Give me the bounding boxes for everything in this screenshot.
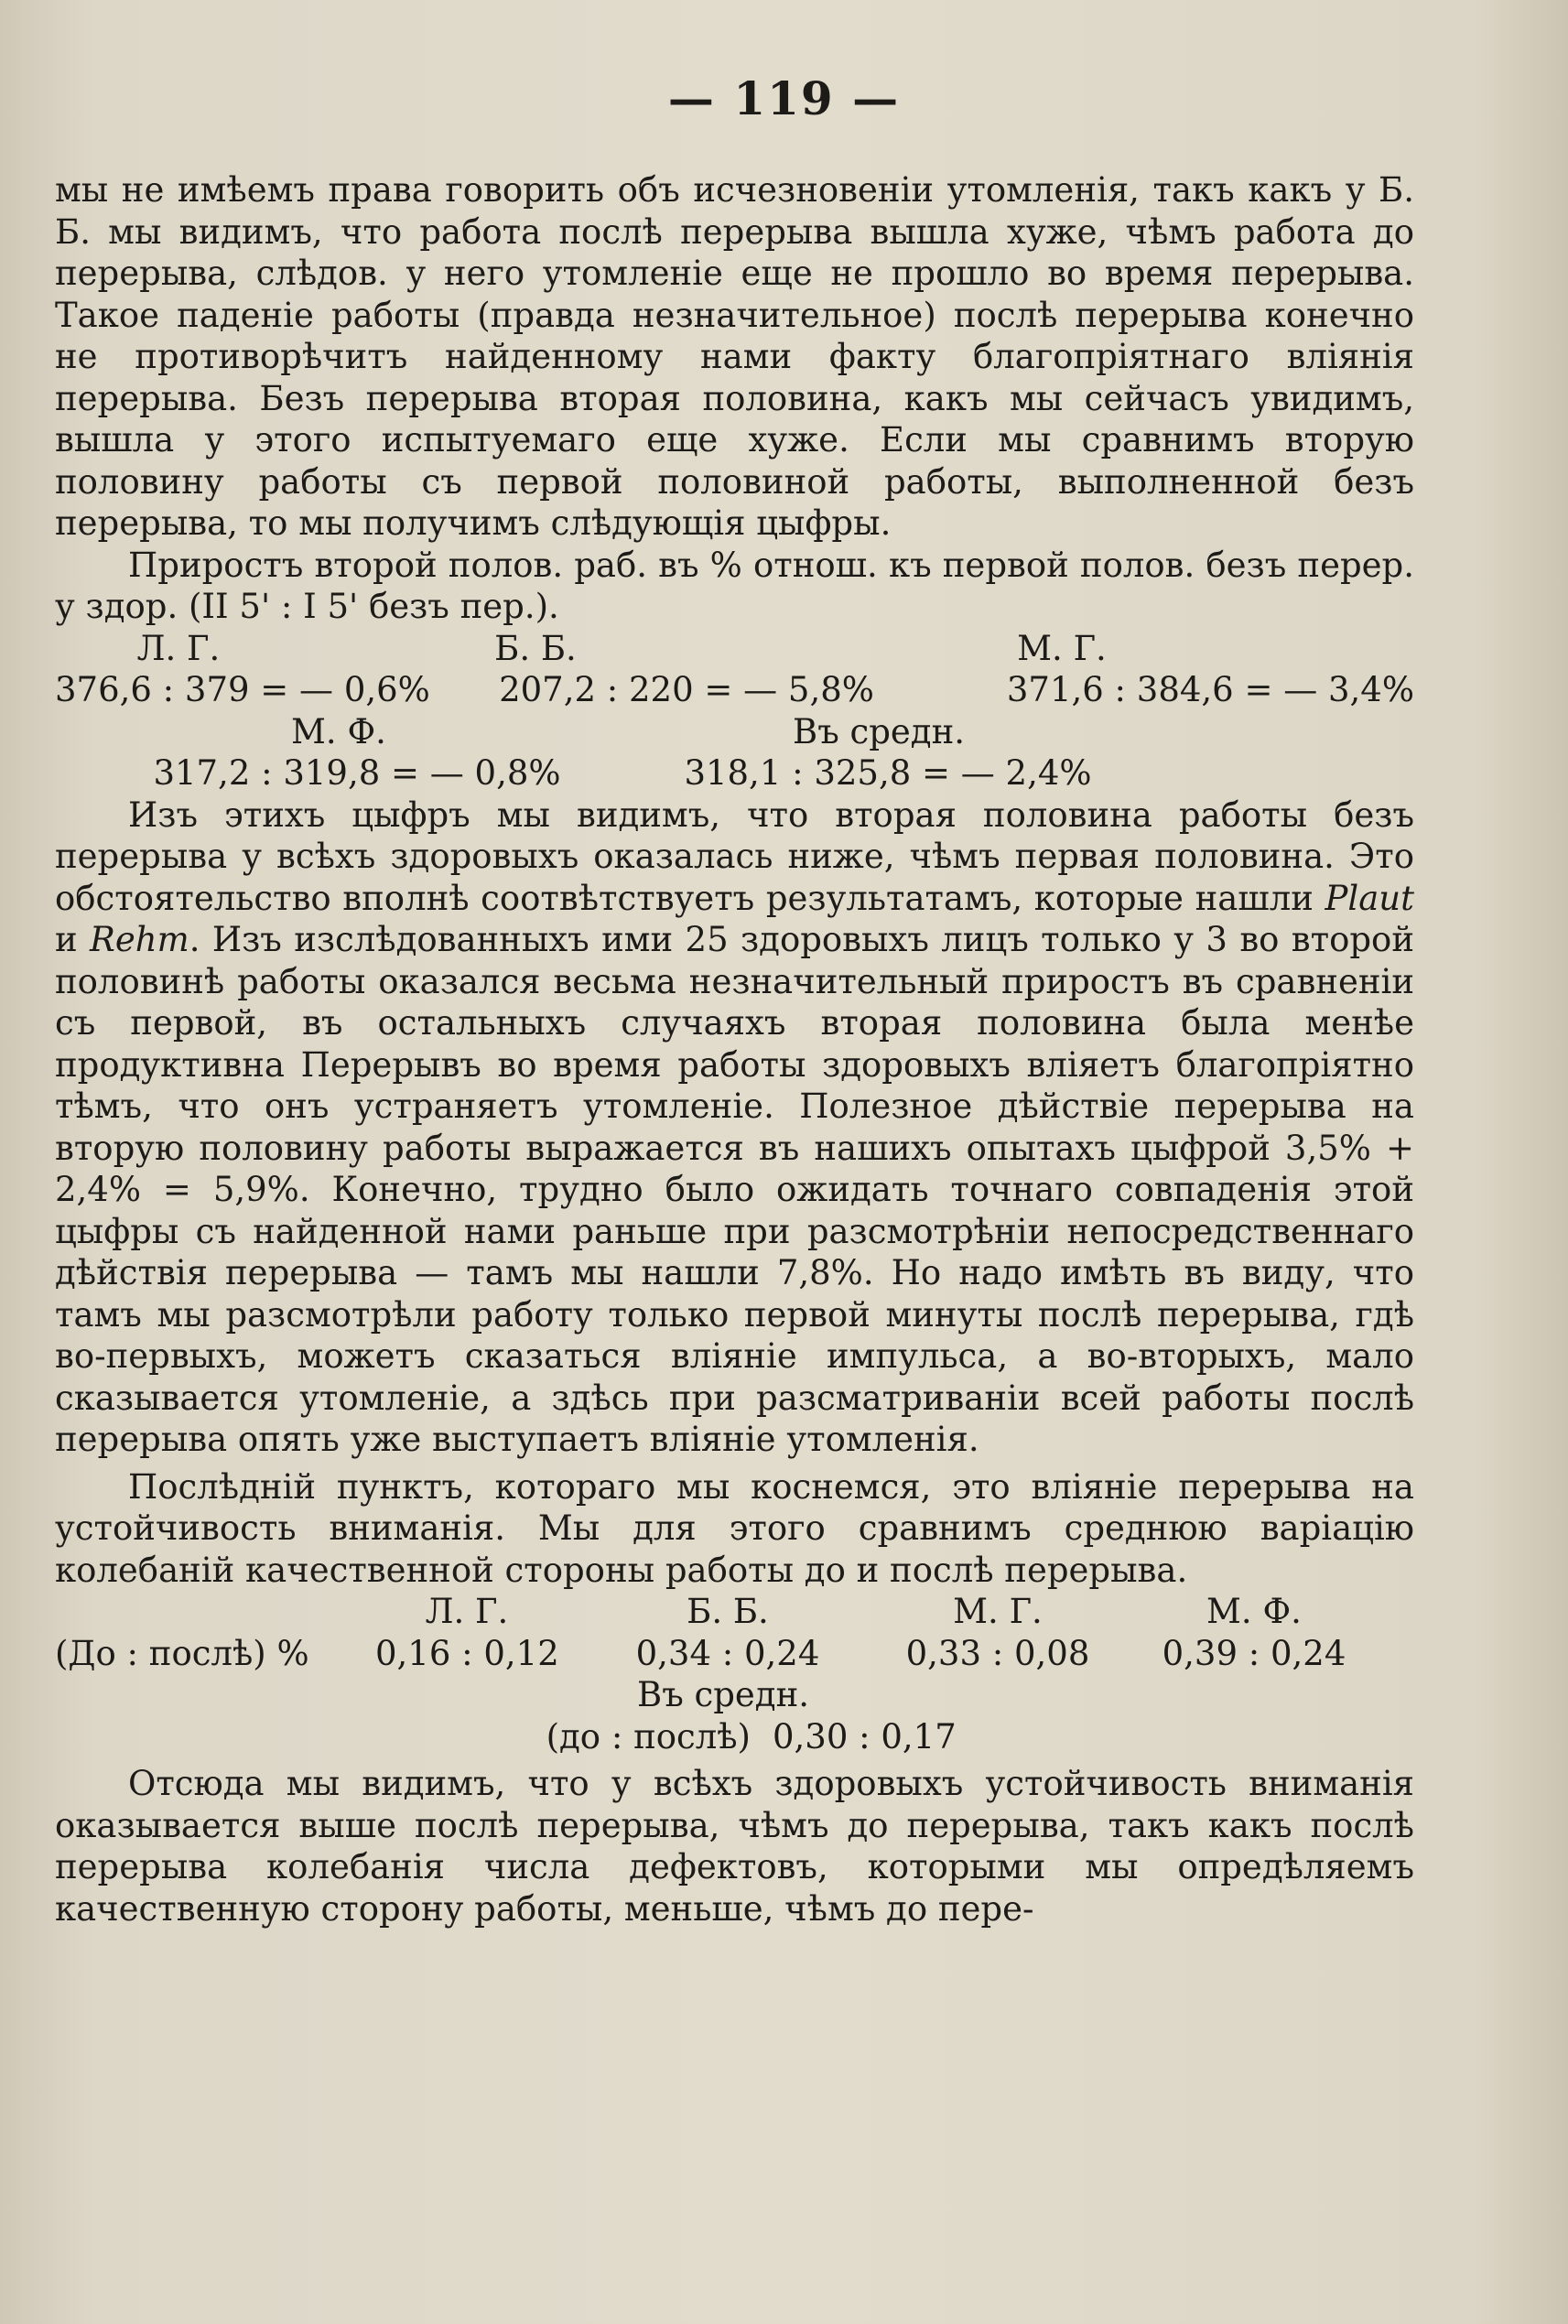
- var-header-lg: Л. Г.: [425, 1592, 509, 1631]
- table-growth: [55, 628, 1414, 794]
- paragraph-1: мы не имѣемъ права говорить объ исчезновеніи утомленія, такъ какъ у Б. Б. мы видимъ, что работа послѣ перерыва вышла хуже, чѣмъ работа до перерыва, слѣдов. у него утомленіе еще не прошло во время перерыва. Такое паденіе работы (правда незначительное) послѣ перерыва конечно не противорѣчитъ найденному нами факту благопріятнаго вліянія перерыва. Безъ перерыва вторая половина, какъ мы сейчасъ увидимъ, вышла у этого испытуемаго еще хуже. Если мы сравнимъ вторую половину работы съ первой половиной работы, выполненной безъ перерыва, то мы получимъ слѣдующія цыфры.: [55, 170, 1414, 543]
- page-number: — 119 —: [667, 71, 901, 125]
- paragraph-3-and: и: [55, 920, 91, 959]
- value-mf: 317,2 : 319,8 = — 0,8%: [153, 753, 561, 793]
- author-rehm: Rehm: [90, 920, 189, 959]
- var-value-mf: 0,39 : 0,24: [1162, 1633, 1346, 1673]
- table-variation-avg-header: [55, 1674, 1414, 1716]
- value-avg: 318,1 : 325,8 = — 2,4%: [684, 753, 1092, 793]
- paragraph-3-part-a: Изъ этихъ цыфръ мы видимъ, что вторая половина работы безъ перерыва у всѣхъ здоровыхъ оказалась ниже, чѣмъ первая половина. Это обстоятельство вполнѣ соотвѣтствуетъ результатамъ, которые нашли: [55, 794, 1414, 918]
- table-growth-header-2: [55, 711, 1414, 753]
- paragraph-4: Послѣдній пунктъ, котораго мы коснемся, это вліяніе перерыва на устойчивость вниманія. Мы для этого сравнимъ среднюю варіацію колебаній качественной стороны работы до и послѣ перерыва.: [55, 1466, 1414, 1590]
- table-growth-header: [55, 628, 1414, 670]
- var-header-mg: М. Г.: [953, 1592, 1043, 1631]
- paragraph-2: Приростъ второй полов. раб. въ % отнош. къ первой полов. безъ перер. у здор. (II 5' : I 5' безъ пер.).: [55, 545, 1414, 626]
- paragraph-3: [55, 794, 1414, 1461]
- header-avg: Въ средн.: [793, 711, 965, 751]
- var-avg-value: 0,30 : 0,17: [773, 1716, 957, 1757]
- var-avg-header: Въ средн.: [637, 1675, 809, 1714]
- var-header-mf: М. Ф.: [1206, 1592, 1302, 1631]
- table-variation-avg: [55, 1716, 1414, 1758]
- var-row-label: (До : послѣ) %: [55, 1633, 309, 1673]
- value-mg: 371,6 : 384,6 = — 3,4%: [1006, 670, 1414, 709]
- header-bb: Б. Б.: [494, 628, 577, 668]
- author-plaut: Plaut: [1325, 878, 1414, 918]
- table-variation-values: [55, 1633, 1414, 1675]
- value-bb: 207,2 : 220 = — 5,8%: [499, 670, 874, 709]
- paragraph-3-part-b: . Изъ изслѣдованныхъ ими 25 здоровыхъ лицъ только у 3 во второй половинѣ работы оказался весьма незначительный приростъ въ сравненіи съ первой, въ остальныхъ случаяхъ вторая половина была менѣе продуктивна Перерывъ во время работы здоровыхъ вліяетъ благопріятно тѣмъ, что онъ устраняетъ утомленіе. Полезное дѣйствіе перерыва на вторую половину работы выражается въ нашихъ опытахъ цыфрой 3,5% + 2,4% = 5,9%. Конечно, трудно было ожидать точнаго совпаденія этой цыфры съ найденной нами раньше при разсмотрѣніи непосредственнаго дѣйствія перерыва — тамъ мы нашли 7,8%. Но надо имѣть въ виду, что тамъ мы разсмотрѣли работу только первой минуты послѣ перерыва, гдѣ во-первыхъ, можетъ сказаться вліяніе импульса, а во-вторыхъ, мало сказывается утомленіе, а здѣсь при разсматриваніи всей работы послѣ перерыва опять уже выступаетъ вліяніе утомленія.: [55, 920, 1414, 1459]
- page-body: [55, 169, 1414, 1929]
- header-mg: М. Г.: [1017, 628, 1107, 668]
- var-avg-label: (до : послѣ): [546, 1716, 751, 1757]
- table-variation-header: [55, 1591, 1414, 1633]
- var-header-bb: Б. Б.: [687, 1592, 769, 1631]
- paragraph-5: Отсюда мы видимъ, что у всѣхъ здоровыхъ устойчивость вниманія оказывается выше послѣ перерыва, чѣмъ до перерыва, такъ какъ послѣ перерыва колебанія числа дефектовъ, которыми мы опредѣляемъ качественную сторону работы, меньше, чѣмъ до пере-: [55, 1764, 1414, 1929]
- table-growth-values-2: [55, 752, 1414, 794]
- value-lg: 376,6 : 379 = — 0,6%: [55, 670, 430, 709]
- table-variation: [55, 1591, 1414, 1757]
- header-mf: М. Ф.: [291, 711, 386, 751]
- var-value-bb: 0,34 : 0,24: [635, 1633, 820, 1673]
- var-value-mg: 0,33 : 0,08: [905, 1633, 1090, 1673]
- header-lg: Л. Г.: [136, 628, 221, 668]
- var-value-lg: 0,16 : 0,12: [375, 1633, 559, 1673]
- table-growth-values: [55, 669, 1414, 711]
